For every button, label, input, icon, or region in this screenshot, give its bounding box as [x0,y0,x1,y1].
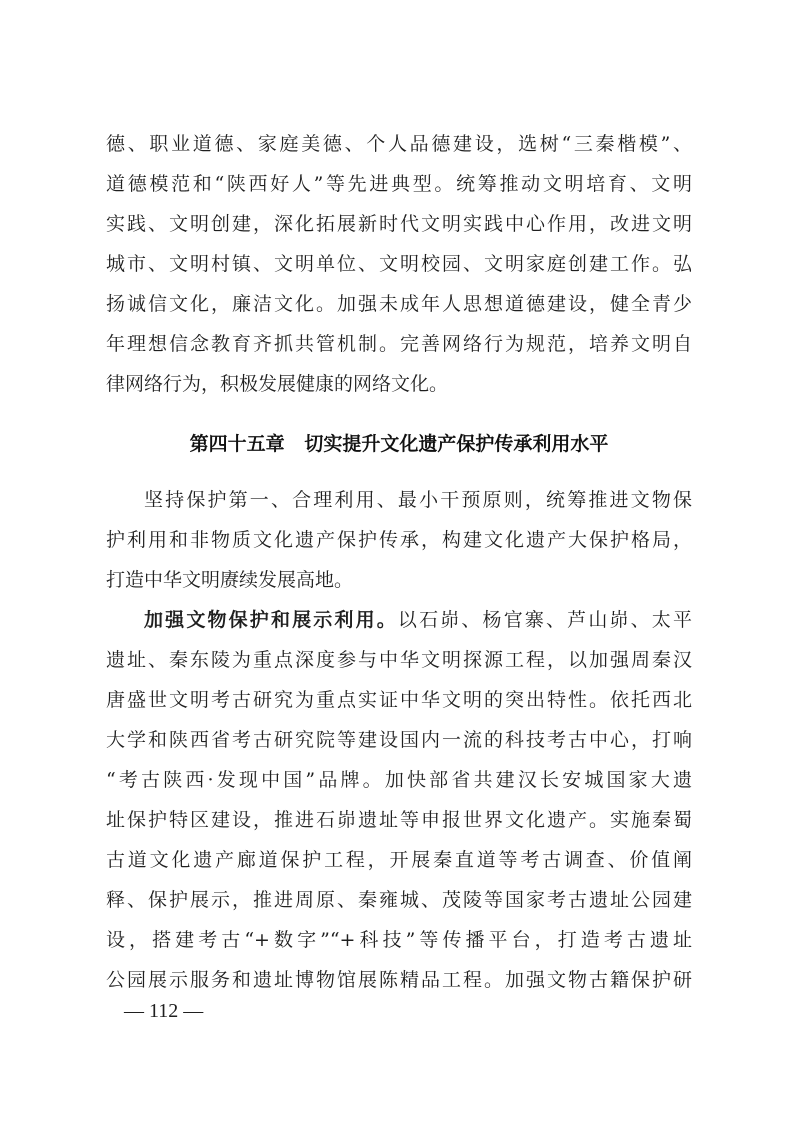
text-span: 以石峁、杨官寨、芦山峁、太平 [397,609,692,631]
text-line: 大学和陕西省考古研究院等建设国内一流的科技考古中心，打响 [106,729,692,751]
text-line: 址保护特区建设，推进石峁遗址等申报世界文化遗产。实施秦蜀 [106,809,692,831]
paragraph-lead: 加强文物保护和展示利用。 [144,609,398,631]
text-line: 道德模范和“陕西好人”等先进典型。统筹推动文明培育、文明 [106,173,692,195]
body-text [106,124,692,1000]
text-line: 公园展示服务和遗址博物馆展陈精品工程。加强文物古籍保护研 [106,969,692,991]
text-line: 释、保护展示，推进周原、秦雍城、茂陵等国家考古遗址公园建 [106,889,692,911]
text-line: 城市、文明村镇、文明单位、文明校园、文明家庭创建工作。弘 [106,253,692,275]
page-number: — 112 — [124,1000,204,1022]
paragraph-intro [106,480,692,600]
text-line: 扬诚信文化，廉洁文化。加强未成年人思想道德建设，健全青少 [106,293,692,315]
text-line: 遗址、秦东陵为重点深度参与中华文明探源工程，以加强周秦汉 [106,649,692,671]
chapter-heading: 第四十五章 切实提升文化遗产保护传承利用水平 [189,433,609,455]
text-line: 护利用和非物质文化遗产保护传承，构建文化遗产大保护格局， [106,529,692,551]
text-line: 年理想信念教育齐抓共管机制。完善网络行为规范，培养文明自 [106,333,692,355]
text-line: 实践、文明创建，深化拓展新时代文明实践中心作用，改进文明 [106,213,692,235]
text-line [106,600,692,640]
text-line: 律网络行为，积极发展健康的网络文化。 [106,373,449,395]
text-line: 唐盛世文明考古研究为重点实证中华文明的突出特性。依托西北 [106,689,692,711]
paragraph-civilization [106,124,692,404]
text-line: 打造中华文明赓续发展高地。 [106,569,354,591]
text-line: 古道文化遗产廊道保护工程，开展秦直道等考古调查、价值阐 [106,849,692,871]
paragraph-relics [106,600,692,1000]
text-line: 坚持保护第一、合理利用、最小干预原则，统筹推进文物保 [144,489,692,511]
text-line: 德、职业道德、家庭美德、个人品德建设，选树“三秦楷模”、 [106,133,692,155]
text-line: “考古陕西·发现中国”品牌。加快部省共建汉长安城国家大遗 [106,769,692,791]
text-line: 设，搭建考古“+数字”“+科技”等传播平台，打造考古遗址 [106,929,692,951]
